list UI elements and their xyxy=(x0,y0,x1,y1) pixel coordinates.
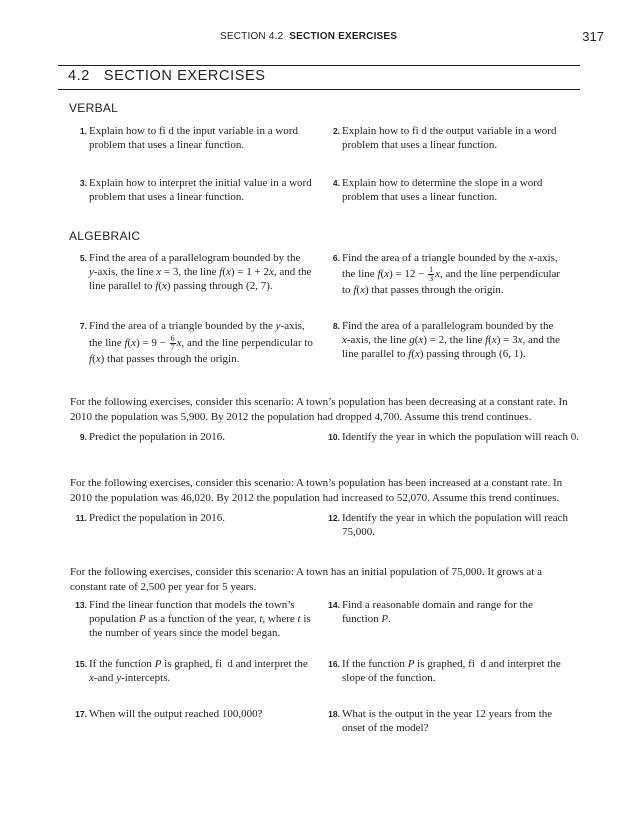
exercise-number: 3. xyxy=(79,178,87,188)
exercise-number: 6. xyxy=(332,253,340,263)
exercise-text: If the function P is graphed, fi d and interpret the slope of the function. xyxy=(342,658,561,685)
exercise-text: Find a reasonable domain and range for the function P. xyxy=(342,599,533,626)
exercise-1 xyxy=(79,124,314,152)
subhead-algebraic: ALGEBRAIC xyxy=(69,229,141,243)
exercise-number: 16. xyxy=(328,659,340,669)
exercise-18 xyxy=(328,707,567,735)
exercise-number: 14. xyxy=(328,600,340,610)
exercise-number: 18. xyxy=(328,709,340,719)
exercise-number: 8. xyxy=(332,321,340,331)
exercise-text: Identify the year in which the population will reach 0. xyxy=(342,431,580,443)
exercise-text: Find the area of a parallelogram bounded by the x-axis, the line g(x) = 2, the line f(x) = 3x, and the line parallel to f(x) passing through (6, 1). xyxy=(342,320,561,361)
subhead-verbal: VERBAL xyxy=(69,101,119,115)
running-head xyxy=(0,31,630,47)
exercise-7 xyxy=(79,319,324,367)
exercise-text: Explain how to interpret the initial value in a word problem that uses a linear function. xyxy=(89,177,312,204)
scenario-intro-2: For the following exercises, consider this scenario: A town’s population has been increased at a constant rate. In 2010 the population was 46,020. By 2012 the population had increased to 52,070. Assume this trend continues. xyxy=(70,477,563,504)
exercise-9 xyxy=(79,430,319,444)
running-head-section: SECTION 4.2 SECTION EXERCISES xyxy=(220,31,398,42)
exercise-10 xyxy=(328,430,582,444)
exercise-16 xyxy=(328,657,572,685)
page-number: 317 xyxy=(582,29,604,44)
exercise-number: 5. xyxy=(79,253,87,263)
exercise-13 xyxy=(75,598,319,641)
scenario-intro-1: For the following exercises, consider this scenario: A town’s population has been decreasing at a constant rate. In 2010 the population was 5,900. By 2012 the population had dropped 4,700. Assume this trend continues. xyxy=(70,396,568,423)
exercise-14 xyxy=(328,598,572,626)
exercise-number: 4. xyxy=(332,178,340,188)
exercise-15 xyxy=(75,657,319,685)
exercise-6 xyxy=(332,251,572,298)
exercise-text: Find the area of a triangle bounded by the x-axis, the line f(x) = 12 − $\frac{1}{3}$ x, and the line perpendicular to f(x) that passes through the origin. xyxy=(342,252,561,296)
exercise-number: 13. xyxy=(75,600,87,610)
exercise-number: 12. xyxy=(328,513,340,523)
exercise-number: 10. xyxy=(328,432,340,442)
exercise-8 xyxy=(332,319,572,362)
exercise-12 xyxy=(328,511,572,539)
fraction: $\frac{1}{3}$ xyxy=(429,265,434,283)
exercise-text: What is the output in the year 12 years from the onset of the model? xyxy=(342,708,553,735)
exercise-17 xyxy=(75,707,319,721)
exercise-text: Explain how to determine the slope in a word problem that uses a linear function. xyxy=(342,177,543,204)
section-title-bar xyxy=(58,65,580,90)
exercise-number: 1. xyxy=(79,126,87,136)
exercise-text: Identify the year in which the population will reach 75,000. xyxy=(342,512,569,539)
exercise-number: 9. xyxy=(79,432,87,442)
exercise-text: If the function P is graphed, fi d and interpret the x-and y-intercepts. xyxy=(89,658,308,685)
exercise-number: 17. xyxy=(75,709,87,719)
exercise-number: 15. xyxy=(75,659,87,669)
exercise-text: When will the output reached 100,000? xyxy=(89,708,263,720)
exercise-11 xyxy=(75,511,319,525)
exercise-3 xyxy=(79,176,319,204)
exercise-text: Explain how to fi d the output variable in a word problem that uses a linear function. xyxy=(342,125,557,152)
exercise-text: Find the linear function that models the town’s population P as a function of the year, t, where t is the number of years since the model began. xyxy=(89,599,311,640)
fraction: $\frac{6}{7}$ xyxy=(170,333,175,352)
exercise-text: Find the area of a triangle bounded by the y-axis, the line f(x) = 9 − $\frac{6}{7}$ x, and the line perpendicular to f(x) that passes through the origin. xyxy=(89,320,313,365)
exercise-number: 2. xyxy=(332,126,340,136)
section-title: 4.2 SECTION EXERCISES xyxy=(68,68,266,84)
exercise-number: 7. xyxy=(79,321,87,331)
exercise-text: Find the area of a parallelogram bounded by the y-axis, the line x = 3, the line f(x) = 1 + 2x, and the line parallel to f(x) passing through (2, 7). xyxy=(89,252,312,293)
exercise-text: Explain how to fi d the input variable in a word problem that uses a linear function. xyxy=(89,125,298,152)
exercise-5 xyxy=(79,251,319,294)
exercise-text: Predict the population in 2016. xyxy=(89,512,225,524)
scenario-intro-3: For the following exercises, consider this scenario: A town has an initial population of 75,000. It grows at a constant rate of 2,500 per year for 5 years. xyxy=(70,566,542,593)
exercise-number: 11. xyxy=(75,513,87,523)
exercise-text: Predict the population in 2016. xyxy=(89,431,225,443)
exercise-2 xyxy=(332,124,567,152)
exercise-4 xyxy=(332,176,552,204)
